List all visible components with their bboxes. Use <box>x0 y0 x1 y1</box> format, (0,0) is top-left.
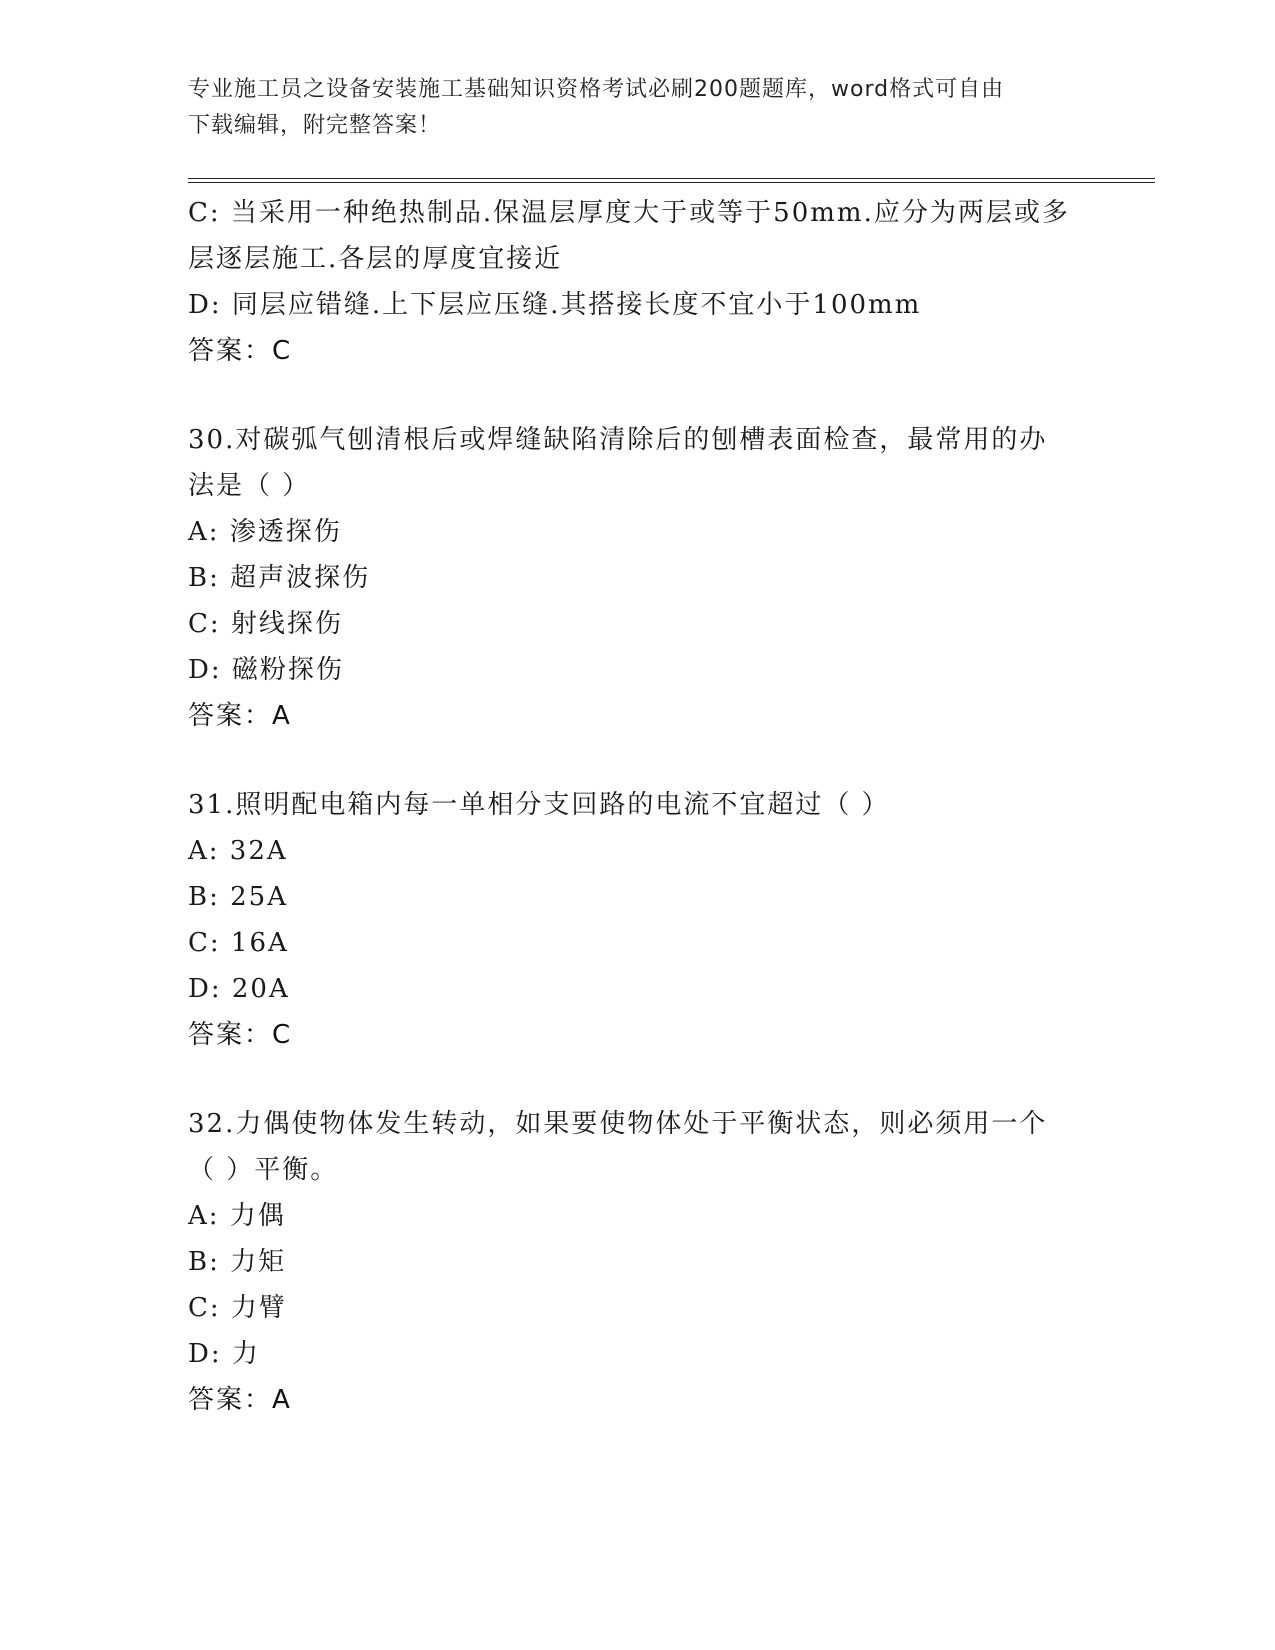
header-title-line-2: 下载编辑，附完整答案！ <box>188 113 442 138</box>
answer-line: 答案：A <box>188 701 292 731</box>
option-b: B: 25A <box>188 882 288 912</box>
option-c: C: 16A <box>188 928 289 958</box>
header-divider-top <box>188 178 1155 179</box>
option-a: A: 力偶 <box>188 1201 286 1231</box>
question-stem: 30.对碳弧气刨清根后或焊缝缺陷清除后的刨槽表面检查，最常用的办 <box>188 425 1048 455</box>
question-list <box>188 190 1088 1423</box>
question-30 <box>188 417 1088 739</box>
option-a: A: 32A <box>188 836 288 866</box>
option-c: C: 力臂 <box>188 1293 287 1323</box>
option-c-continued: 层逐层施工.各层的厚度宜接近 <box>188 244 563 274</box>
question-31 <box>188 782 1088 1058</box>
option-c: C: 射线探伤 <box>188 609 343 639</box>
option-d: D: 磁粉探伤 <box>188 655 344 685</box>
option-c: C: 当采用一种绝热制品.保温层厚度大于或等于50mm.应分为两层或多 <box>188 198 1070 228</box>
header-title-line-1: 专业施工员之设备安装施工基础知识资格考试必刷200题题库，word格式可自由 <box>188 77 1005 102</box>
answer-line: 答案：A <box>188 1385 292 1415</box>
option-d: D: 20A <box>188 974 290 1004</box>
answer-line: 答案：C <box>188 336 293 366</box>
option-b: B: 力矩 <box>188 1247 287 1277</box>
option-b: B: 超声波探伤 <box>188 563 371 593</box>
question-29-continuation <box>188 190 1088 374</box>
question-stem: 32.力偶使物体发生转动，如果要使物体处于平衡状态，则必须用一个 <box>188 1109 1048 1139</box>
question-stem-continued: （ ）平衡。 <box>188 1155 339 1185</box>
question-32 <box>188 1101 1088 1423</box>
option-d: D: 同层应错缝.上下层应压缝.其搭接长度不宜小于100mm <box>188 290 922 320</box>
header-divider-bottom <box>188 182 1155 183</box>
question-stem-continued: 法是（ ） <box>188 471 311 501</box>
question-stem: 31.照明配电箱内每一单相分支回路的电流不宜超过（ ） <box>188 790 890 820</box>
option-d: D: 力 <box>188 1339 260 1369</box>
option-a: A: 渗透探伤 <box>188 517 342 547</box>
document-header <box>188 72 1078 144</box>
answer-line: 答案：C <box>188 1020 293 1050</box>
